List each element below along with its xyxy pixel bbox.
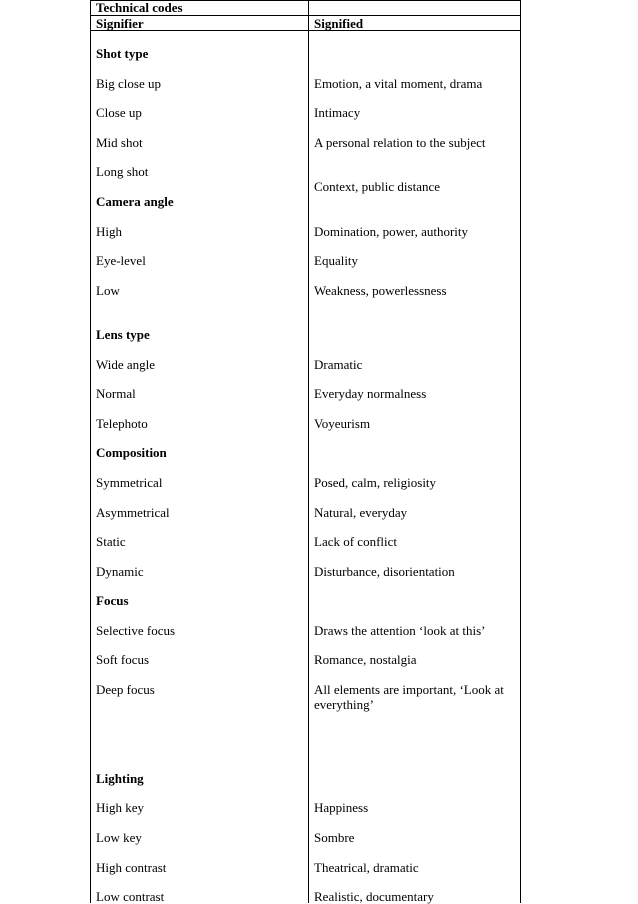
signifier-cell: High bbox=[96, 224, 122, 239]
signifier-cell: Deep focus bbox=[96, 682, 155, 697]
signifier-cell: Long shot bbox=[96, 164, 149, 179]
signifier-cell: Static bbox=[96, 534, 126, 549]
title-row-divider bbox=[90, 15, 521, 16]
section-heading-lens-type: Lens type bbox=[96, 327, 150, 342]
signifier-cell: Asymmetrical bbox=[96, 505, 170, 520]
signifier-cell: Low bbox=[96, 283, 120, 298]
signified-cell: Everyday normalness bbox=[314, 386, 427, 401]
signified-cell: Disturbance, disorientation bbox=[314, 564, 455, 579]
signifier-cell: Wide angle bbox=[96, 357, 156, 372]
signified-cell: Domination, power, authority bbox=[314, 224, 469, 239]
signified-cell: Dramatic bbox=[314, 357, 363, 372]
signifier-cell: Dynamic bbox=[96, 564, 144, 579]
section-heading-shot-type: Shot type bbox=[96, 46, 149, 61]
section-heading-focus: Focus bbox=[96, 593, 129, 608]
signified-cell: Draws the attention ‘look at this’ bbox=[314, 623, 486, 638]
signified-cell: Sombre bbox=[314, 830, 355, 845]
signifier-cell: High contrast bbox=[96, 860, 167, 875]
signifier-cell: Mid shot bbox=[96, 135, 143, 150]
signified-cell: Weakness, powerlessness bbox=[314, 283, 447, 298]
signified-cell: Intimacy bbox=[314, 105, 361, 120]
signifier-cell: Low key bbox=[96, 830, 142, 845]
table-border-right bbox=[520, 0, 521, 903]
column-header-signified: Signified bbox=[314, 16, 364, 31]
signifier-cell: Big close up bbox=[96, 76, 161, 91]
signified-cell: Natural, everyday bbox=[314, 505, 408, 520]
signified-cell: Posed, calm, religiosity bbox=[314, 475, 437, 490]
signified-cell: Theatrical, dramatic bbox=[314, 860, 419, 875]
section-heading-camera-angle: Camera angle bbox=[96, 194, 174, 209]
signifier-cell: Low contrast bbox=[96, 889, 165, 904]
signifier-cell: Telephoto bbox=[96, 416, 148, 431]
signifier-cell: Soft focus bbox=[96, 652, 150, 667]
signified-cell: Realistic, documentary bbox=[314, 889, 434, 904]
signified-cell: Context, public distance bbox=[314, 179, 441, 194]
table-title: Technical codes bbox=[96, 0, 183, 15]
section-heading-lighting: Lighting bbox=[96, 771, 144, 786]
table-border-left bbox=[90, 0, 91, 903]
signified-cell: Equality bbox=[314, 253, 359, 268]
signified-cell: A personal relation to the subject bbox=[314, 135, 486, 150]
signifier-cell: Close up bbox=[96, 105, 142, 120]
signified-cell: Lack of conflict bbox=[314, 534, 398, 549]
signifier-cell: Eye-level bbox=[96, 253, 146, 268]
signifier-cell: Normal bbox=[96, 386, 136, 401]
column-header-signifier: Signifier bbox=[96, 16, 144, 31]
signified-cell: Emotion, a vital moment, drama bbox=[314, 76, 483, 91]
signified-cell: Romance, nostalgia bbox=[314, 652, 417, 667]
signifier-cell: Symmetrical bbox=[96, 475, 163, 490]
signified-cell: All elements are important, ‘Look at everything’ bbox=[314, 682, 504, 712]
column-divider bbox=[308, 0, 309, 903]
signified-cell: Happiness bbox=[314, 800, 369, 815]
header-row-divider bbox=[90, 30, 521, 31]
signifier-cell: Selective focus bbox=[96, 623, 176, 638]
signifier-cell: High key bbox=[96, 800, 145, 815]
section-heading-composition: Composition bbox=[96, 445, 167, 460]
signified-cell: Voyeurism bbox=[314, 416, 371, 431]
